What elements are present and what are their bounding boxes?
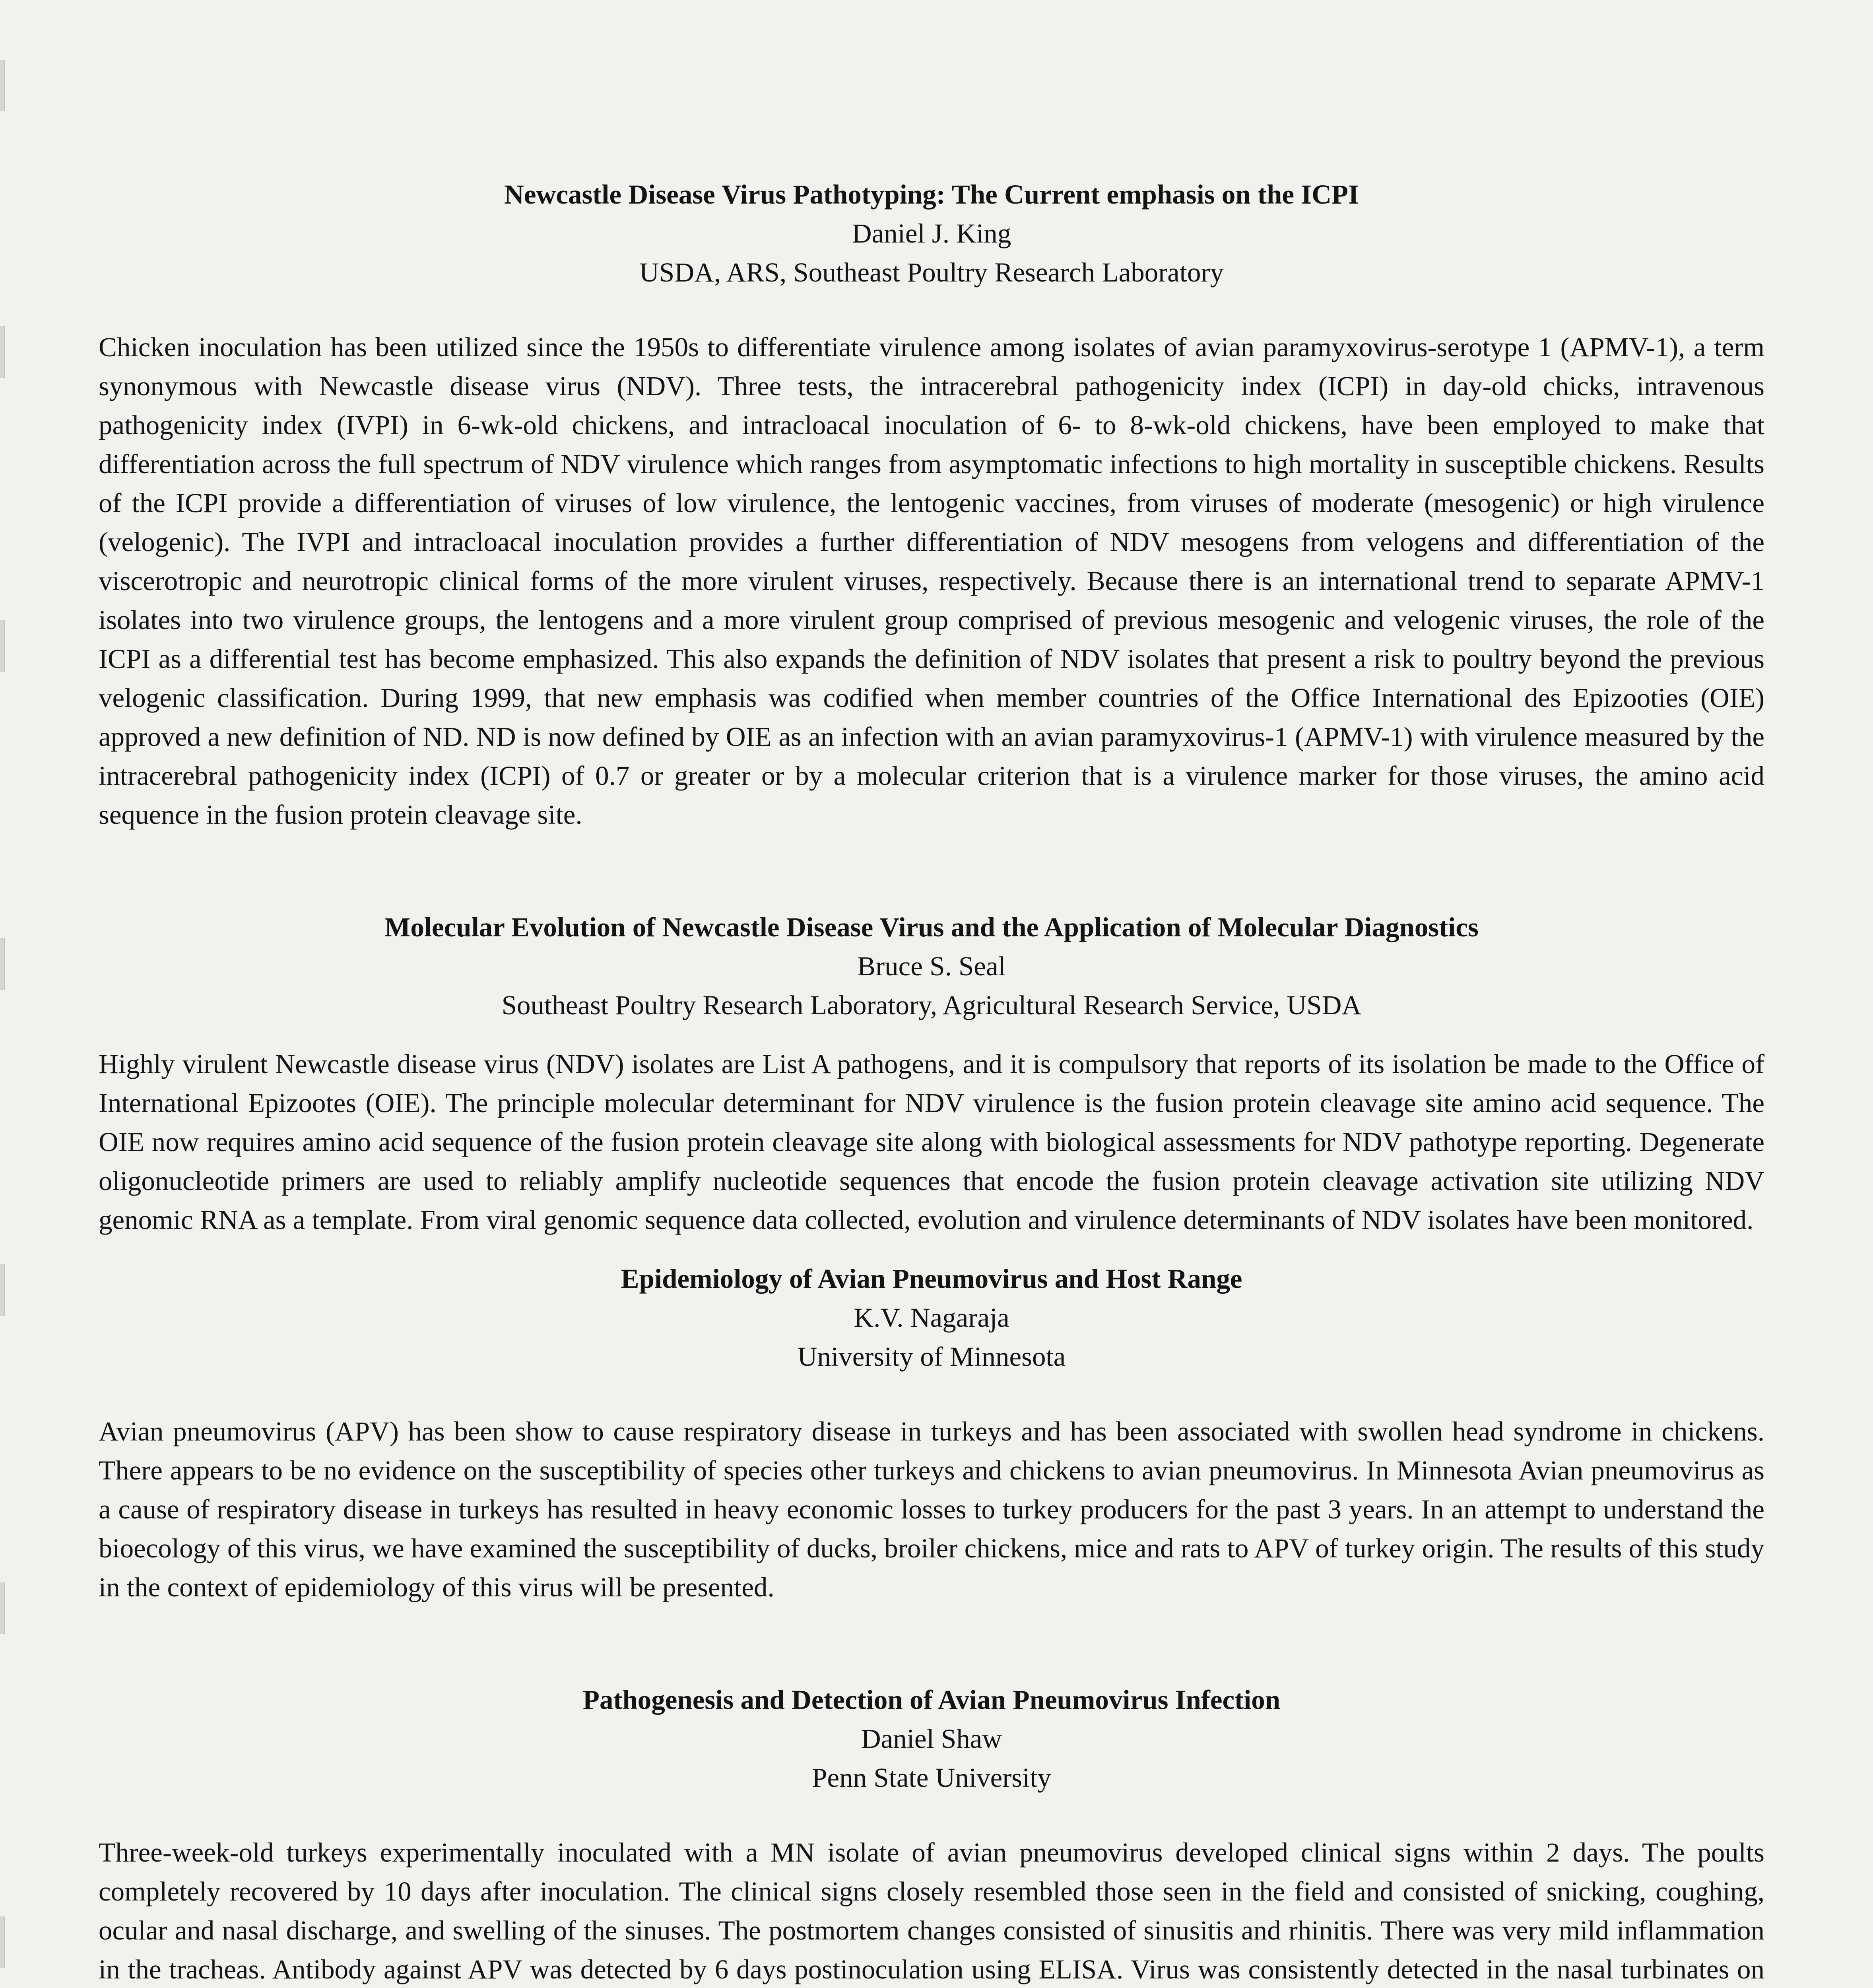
abstract-body: Chicken inoculation has been utilized since the 1950s to differentiate virulence among isolates of avian paramyxovirus-serotype 1 (APMV-1), a term synonymous with Newcastle disease virus (NDV). Three tests, the intracerebral pathogenicity index (ICPI) in day-old chicks, intravenous pathogenicity index (IVPI) in 6-wk-old chickens, and intracloacal inoculation of 6- to 8-wk-old chickens, have been employed to make that differentiation across the full spectrum of NDV virulence which ranges from asymptomatic infections to high mortality in susceptible chickens. Results of the ICPI provide a differentiation of viruses of low virulence, the lentogenic vaccines, from viruses of moderate (mesogenic) or high virulence (velogenic). The IVPI and intracloacal inoculation provides a further differentiation of NDV mesogens from velogens and differentiation of the viscerotropic and neurotropic clinical forms of the more virulent viruses, respectively. Because there is an international trend to separate APMV-1 isolates into two virulence groups, the lentogens and a more virulent group comprised of previous mesogenic and velogenic viruses, the role of the ICPI as a differential test has become emphasized. This also expands the definition of NDV isolates that present a risk to poultry beyond the previous velogenic classification. During 1999, that new emphasis was codified when member countries of the Office International des Epizooties (OIE) approved a new definition of ND. ND is now defined by OIE as an infection with an avian paramyxovirus-1 (APMV-1) with virulence measured by the intracerebral pathogenicity index (ICPI) of 0.7 or greater or by a molecular criterion that is a virulence marker for those viruses, the amino acid sequence in the fusion protein cleavage site. — [99, 332, 1764, 830]
binding-edge-mark — [0, 938, 5, 990]
binding-edge-mark — [0, 1582, 5, 1634]
binding-edge-mark — [0, 1264, 5, 1316]
binding-edge-mark — [0, 1916, 5, 1968]
abstract-apv-epidemiology — [99, 1259, 1764, 1607]
binding-edge-mark — [0, 60, 5, 111]
abstract-title: Molecular Evolution of Newcastle Disease Virus and the Application of Molecular Diagnostics — [384, 912, 1479, 942]
abstract-title: Newcastle Disease Virus Pathotyping: The Current emphasis on the ICPI — [504, 179, 1359, 210]
abstract-author: K.V. Nagaraja — [854, 1303, 1009, 1333]
abstract-ndv-molecular-evolution — [99, 908, 1764, 1239]
abstract-affiliation: Penn State University — [812, 1763, 1051, 1793]
abstract-body: Avian pneumovirus (APV) has been show to cause respiratory disease in turkeys and has been associated with swollen head syndrome in chickens. There appears to be no evidence on the susceptibility of species other turkeys and chickens to avian pneumovirus. In Minnesota Avian pneumovirus as a cause of respiratory disease in turkeys has resulted in heavy economic losses to turkey producers for the past 3 years. In an attempt to understand the bioecology of this virus, we have examined the susceptibility of ducks, broiler chickens, mice and rats to APV of turkey origin. The results of this study in the context of epidemiology of this virus will be presented. — [99, 1416, 1764, 1602]
abstract-header — [99, 175, 1764, 292]
abstract-ndv-pathotyping — [99, 175, 1764, 834]
abstract-affiliation: University of Minnesota — [797, 1342, 1066, 1372]
abstract-affiliation: USDA, ARS, Southeast Poultry Research Laboratory — [639, 257, 1224, 287]
abstract-body: Three-week-old turkeys experimentally inoculated with a MN isolate of avian pneumovirus developed clinical signs within 2 days. The poults completely recovered by 10 days after inoculation. The clinical signs closely resembled those seen in the field and consisted of snicking, coughing, ocular and nasal discharge, and swelling of the sinuses. The postmortem changes consisted of sinusitis and rhinitis. There was very mild inflammation in the tracheas. Antibody against APV was detected by 6 days postinoculation using ELISA. Virus was consistently detected in the nasal turbinates on — [99, 1837, 1764, 1984]
abstract-author: Daniel J. King — [852, 218, 1011, 248]
binding-edge-mark — [0, 326, 5, 378]
abstract-header — [99, 908, 1764, 1025]
abstract-title: Epidemiology of Avian Pneumovirus and Host Range — [621, 1264, 1242, 1294]
abstract-author: Daniel Shaw — [861, 1724, 1002, 1754]
binding-edge-mark — [0, 620, 5, 672]
abstract-author: Bruce S. Seal — [857, 951, 1006, 981]
abstract-header — [99, 1259, 1764, 1376]
abstract-body: Highly virulent Newcastle disease virus (NDV) isolates are List A pathogens, and it is compulsory that reports of its isolation be made to the Office of International Epizootes (OIE). The principle molecular determinant for NDV virulence is the fusion protein cleavage site amino acid sequence. The OIE now requires amino acid sequence of the fusion protein cleavage site along with biological assessments for NDV pathotype reporting. Degenerate oligonucleotide primers are used to reliably amplify nucleotide sequences that encode the fusion protein cleavage activation site utilizing NDV genomic RNA as a template. From viral genomic sequence data collected, evolution and virulence determinants of NDV isolates have been monitored. — [99, 1049, 1764, 1235]
abstract-title: Pathogenesis and Detection of Avian Pneumovirus Infection — [582, 1685, 1281, 1715]
abstract-apv-pathogenesis — [99, 1680, 1764, 1988]
abstract-affiliation: Southeast Poultry Research Laboratory, Agricultural Research Service, USDA — [501, 990, 1362, 1020]
abstract-header — [99, 1680, 1764, 1797]
document-content — [99, 175, 1764, 1988]
